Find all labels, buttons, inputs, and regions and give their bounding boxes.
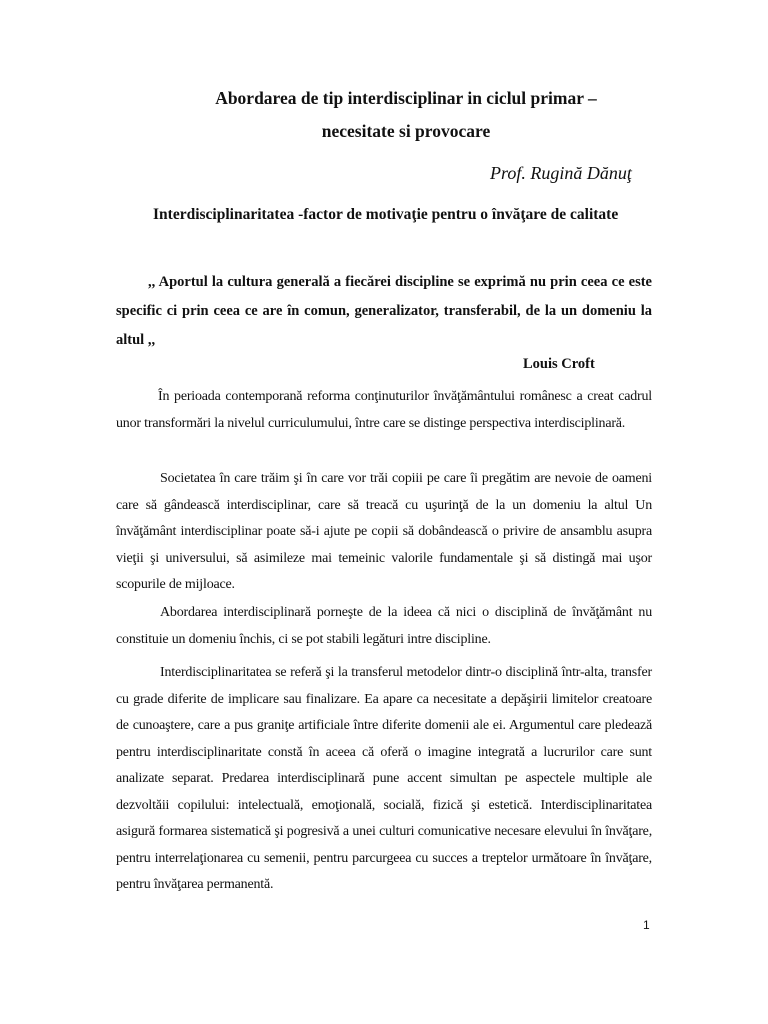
author-name: Prof. Rugină Dănuţ [490,163,632,183]
paragraph-2: Societatea în care trăim şi în care vor trăi copiii pe care îi pregătim are nevoie de oameni care să gândească interdisciplinar, care să treacă cu uşurinţă de la un domeniu la altul Un învăţământ interdisciplinar poate să-i ajute pe copii să dobândească o privire de ansamblu asupra vieţii şi universului, să asimileze mai temeinic valorile fundamentale şi să distingă mai uşor scopurile de mijloace. [116,471,652,592]
page-number: 1 [643,918,650,932]
document-title-line-2: necesitate si provocare [321,121,491,141]
document-subtitle: Interdisciplinaritatea -factor de motivaţie pentru o învăţare de calitate [153,206,619,223]
paragraph-3: Abordarea interdisciplinară porneşte de la ideea că nici o disciplină de învăţământ nu constituie un domeniu închis, ci se pot stabili legături intre discipline. [116,605,652,647]
paragraph-4: Interdisciplinaritatea se referă şi la transferul metodelor dintr-o disciplină într-alta, transfer cu grade diferite de implicare sau finalizare. Ea apare ca necesitate a depăşirii limitelor creatoare de cunoaştere, care a pus graniţe artificiale între diferite domenii ale ei. Argumentul care pledează pentru interdisciplinaritate constă în aceea că oferă o imagine integrată a lucrurilor care sunt analizate separat. Predarea interdisciplinară pune accent simultan pe aspectele multiple ale dezvoltăii copilului: intelectuală, emoţională, socială, fizică şi estetică. Interdisciplinaritatea asigură formarea sistematică şi pogresivă a unei culturi comunicative necesare elevului în învăţare, pentru interrelaţionarea cu semenii, pentru parcurgeea cu succes a treptelor următoare în învăţare, pentru învăţarea permanentă. [116,665,652,892]
document-title-line-1: Abordarea de tip interdisciplinar in ciclul primar – [215,88,597,108]
epigraph-author: Louis Croft [523,356,595,372]
epigraph-quote: ,, Aportul la cultura generală a fiecărei discipline se exprimă nu prin ceea ce este specific ci prin ceea ce are în comun, generalizator, transferabil, de la un domeniu la altul ,, [116,274,652,348]
paragraph-1: În perioada contemporană reforma conţinuturilor învăţământului românesc a creat cadrul unor transformări la nivelul curriculumului, între care se distinge perspectiva interdisciplinară. [116,389,652,431]
